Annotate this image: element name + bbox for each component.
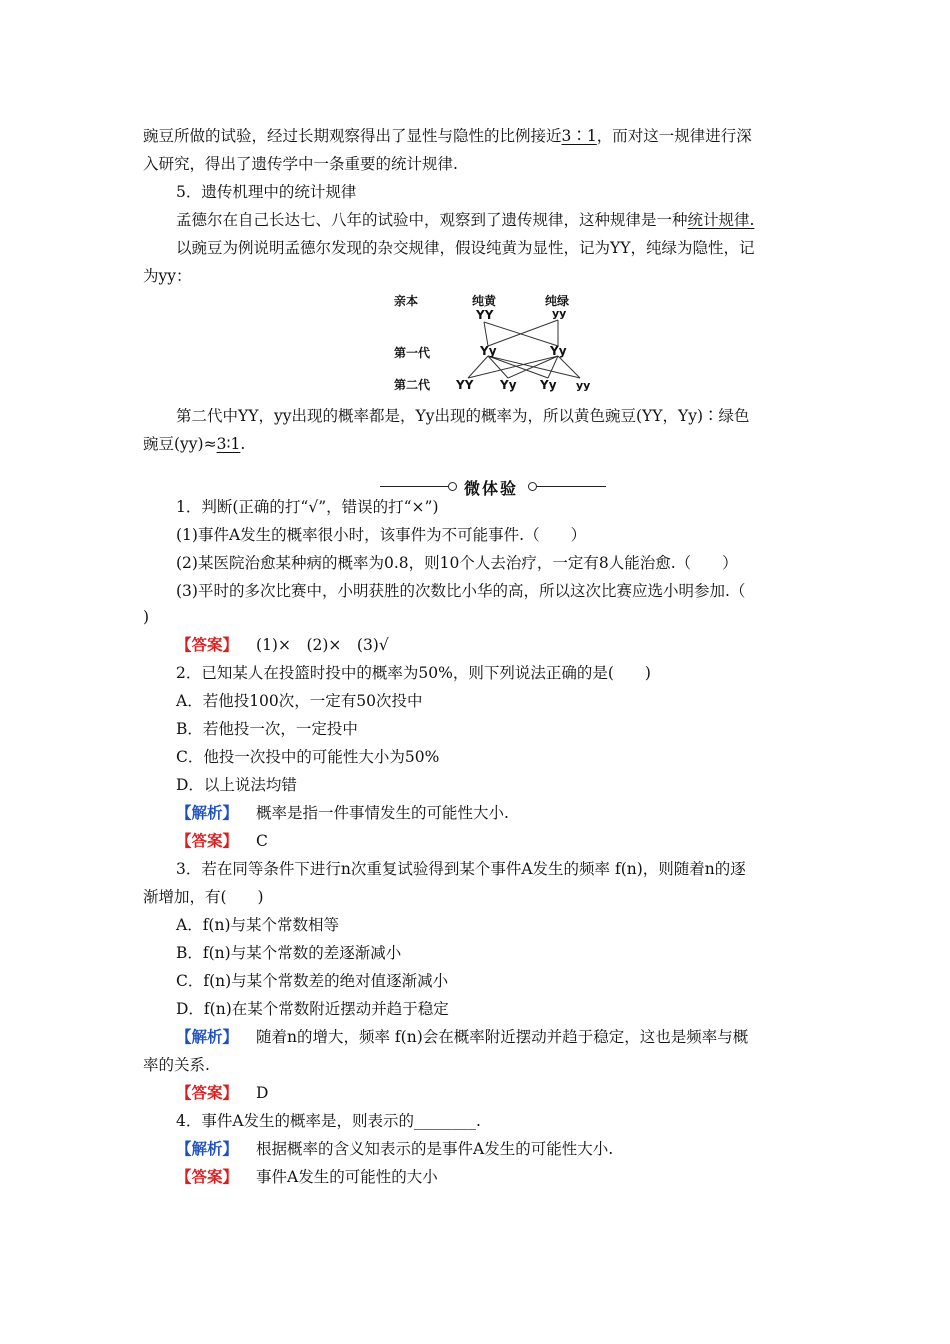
q1-item-2: (2)某医院治愈某种病的概率为0.8，则10个人去治疗，一定有8人能治愈.（ ） [176,554,738,572]
q3-stem-line-1: 3．若在同等条件下进行n次重复试验得到某个事件A发生的频率 f(n)，则随着n的逐 [176,860,746,878]
section-paragraph-1 [176,209,754,231]
gen2-genotype: Yy [500,378,517,392]
gen2-genotype: YY [456,378,474,392]
gen2-text-line-1: 第二代中YY，yy出现的概率都是，Yy出现的概率为，所以黄色豌豆(YY，Yy)∶绿色 [176,407,750,425]
separator-line-left [380,486,448,487]
intro-text: 豌豆所做的试验，经过长期观察得出了显性与隐性的比例接近 [143,127,562,145]
q3-answer [176,1082,268,1104]
answer-text: 事件A发生的可能性的大小 [256,1168,438,1186]
gen2-genotype: yy [576,379,591,392]
analysis-text: 根据概率的含义知表示的是事件A发生的可能性大小. [256,1140,614,1158]
row-label-parents: 亲本 [394,294,419,308]
analysis-tag: 【解析】 [176,803,239,822]
q3-stem-line-2: 渐增加，有( ) [143,888,264,906]
analysis-text: 概率是指一件事情发生的可能性大小. [256,804,509,822]
cross-line [468,356,558,378]
cross-line [508,356,558,378]
practice-title: 微体验 [464,479,519,498]
gen2-text-line-2 [143,433,245,455]
parent-genotype-yellow: YY [476,308,494,322]
paragraph-text: 孟德尔在自己长达七、八年的试验中，观察到了遗传规律，这种规律是一种 [176,211,688,229]
q2-answer [176,830,268,852]
q2-option-b: B．若他投一次，一定投中 [176,720,358,738]
parent-genotype-green: yy [552,307,567,320]
q3-option-c: C．f(n)与某个常数差的绝对值逐渐减小 [176,972,449,990]
q1-stem: 1．判断(正确的打“√”，错误的打“×”) [176,498,439,516]
parent-name-green: 纯绿 [545,294,570,308]
cross-line [488,356,548,378]
answer-tag: 【答案】 [176,1167,239,1186]
q2-option-a: A．若他投100次，一定有50次投中 [176,692,423,710]
q1-item-3-cont: ) [143,608,150,626]
q3-analysis-cont: 率的关系. [143,1056,210,1074]
q3-option-d: D．f(n)在某个常数附近摆动并趋于稳定 [176,1000,449,1018]
analysis-tag: 【解析】 [176,1139,239,1158]
gen2-ratio: 3∶1 [216,435,241,453]
separator-dot-right [528,482,537,491]
gen1-genotype: Yy [550,344,567,358]
intro-line-2: 入研究，得出了遗传学中一条重要的统计规律. [143,155,458,173]
row-label-gen1: 第一代 [394,346,431,360]
q1-item-1: (1)事件A发生的概率很小时，该事件为不可能事件.（ ） [176,526,587,544]
q2-option-c: C．他投一次投中的可能性大小为50% [176,748,440,766]
row-label-gen2: 第二代 [394,378,431,392]
intro-ratio: 3∶1 [561,127,597,145]
separator-dot-left [448,482,457,491]
intro-line-1 [143,125,752,147]
answer-tag: 【答案】 [176,1083,239,1102]
answer-text: D [256,1084,269,1102]
gen2-genotype: Yy [540,378,557,392]
analysis-tag: 【解析】 [176,1027,239,1046]
gen2-text-prefix: 豌豆(yy)≈ [143,435,217,453]
q2-stem: 2．已知某人在投篮时投中的概率为50%，则下列说法正确的是( ) [176,664,651,682]
section-paragraph-2-cont: 为yy： [143,267,192,285]
q4-answer [176,1166,438,1188]
q3-option-a: A．f(n)与某个常数相等 [176,916,340,934]
q3-option-b: B．f(n)与某个常数的差逐渐减小 [176,944,402,962]
section-paragraph-2: 以豌豆为例说明孟德尔发现的杂交规律，假设纯黄为显性，记为YY，纯绿为隐性，记 [176,239,755,257]
genetic-cross-diagram [390,288,610,398]
q1-item-3: (3)平时的多次比赛中，小明获胜的次数比小华的高，所以这次比赛应选小明参加.（ [176,582,746,600]
analysis-text: 随着n的增大，频率 f(n)会在概率附近摆动并趋于稳定，这也是频率与概 [256,1028,749,1046]
q1-answer [176,634,389,656]
gen2-text-suffix: . [240,435,246,453]
underlined-term: 统计规律. [687,211,755,229]
parent-name-yellow: 纯黄 [472,294,497,308]
q4-stem: 4．事件A发生的概率是，则表示的________. [176,1112,481,1130]
answer-tag: 【答案】 [176,635,239,654]
cross-line [468,356,488,378]
gen1-genotype: Yy [480,344,497,358]
answer-text: (1)× (2)× (3)√ [256,636,389,654]
section-heading: 5．遗传机理中的统计规律 [176,183,357,201]
answer-tag: 【答案】 [176,831,239,850]
answer-text: C [256,832,268,850]
q2-analysis [176,802,509,824]
separator-line-right [537,486,606,487]
cross-line [558,356,580,378]
q3-analysis [176,1026,748,1048]
intro-text-tail: ，而对这一规律进行深 [596,127,752,145]
q4-analysis [176,1138,613,1160]
section-separator [380,476,606,498]
cross-line [484,322,488,346]
q2-option-d: D．以上说法均错 [176,776,297,794]
